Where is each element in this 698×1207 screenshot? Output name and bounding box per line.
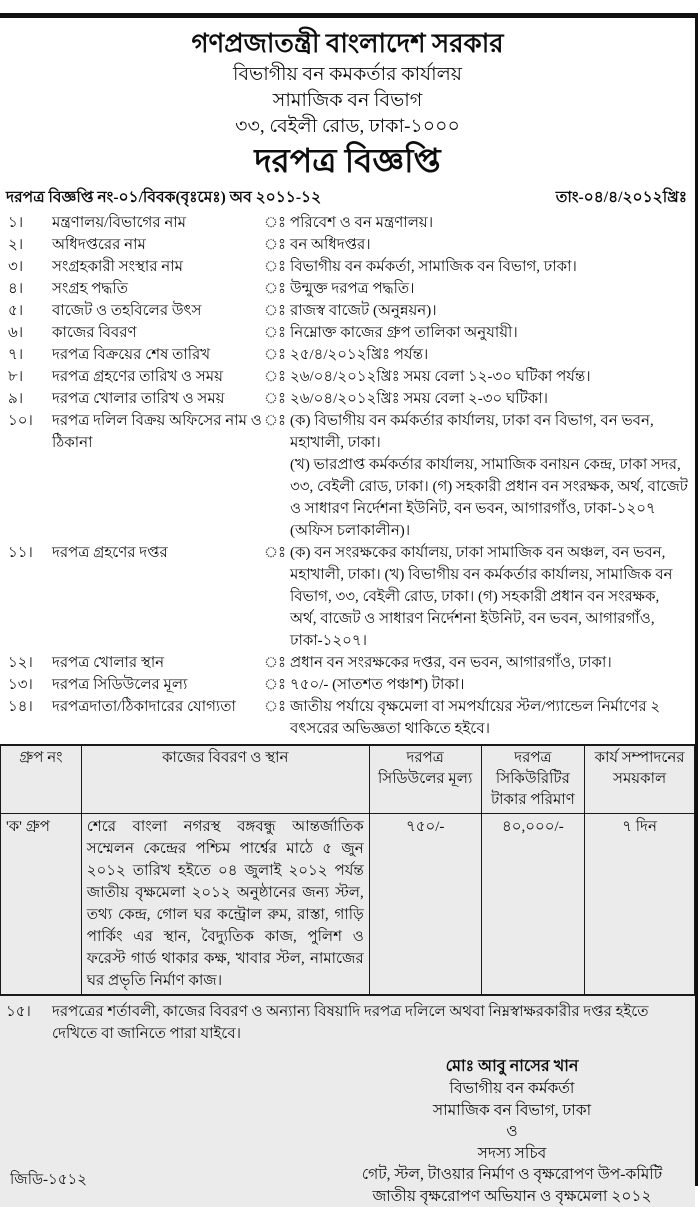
table-row <box>1 814 695 996</box>
item-colon: ঃ <box>264 234 290 256</box>
notice-item-13 <box>6 674 689 696</box>
gd-reference-number: জিডি-১৫১২ <box>10 1168 87 1193</box>
item-number: ১। <box>6 212 52 234</box>
item-value: বিভাগীয় বন কর্মকর্তা, সামাজিক বন বিভাগ, ঢাকা। <box>290 256 689 278</box>
notice-items <box>0 210 695 740</box>
item-label: কাজের বিবরণ <box>52 322 264 344</box>
item-value <box>290 410 689 542</box>
item-number: ১০। <box>6 410 52 432</box>
notice-page <box>0 13 698 1186</box>
item-value: জাতীয় পর্যায়ে বৃক্ষমেলা বা সমপর্যায়ের স্টল/প্যান্ডেল নির্মাণের ২ বৎসরের অভিজ্ঞতা থাকিতে হইবে। <box>290 696 689 740</box>
notice-item-3 <box>6 256 689 278</box>
item-value: প্রধান বন সংরক্ষকের দপ্তর, বন ভবন, আগারগাঁও, ঢাকা। <box>290 652 689 674</box>
item-number: ৫। <box>6 300 52 322</box>
signatory-committee: গেট, স্টল, টাওয়ার নির্মাণ ও বৃক্ষরোপণ উপ-কমিটি <box>337 1164 687 1186</box>
cell-group-no: 'ক' গ্রুপ <box>1 814 82 996</box>
item-value: রাজস্ব বাজেট (অনুন্নয়ন)। <box>290 300 689 322</box>
item-value: পরিবেশ ও বন মন্ত্রণালয়। <box>290 212 689 234</box>
item-label: দরপত্র বিক্রয়ের শেষ তারিখ <box>52 344 264 366</box>
item-colon: ঃ <box>264 344 290 366</box>
notice-item-5 <box>6 300 689 322</box>
item-number: ৬। <box>6 322 52 344</box>
item-label: দরপত্র গ্রহণের দপ্তর <box>52 542 264 564</box>
item-label: দরপত্র দলিল বিক্রয় অফিসের নাম ও ঠিকানা <box>52 410 264 454</box>
masthead <box>0 18 695 184</box>
item-value: ২৬/০৪/২০১২খ্রিঃ সময় বেলা ১২-৩০ ঘটিকা পর্যন্ত। <box>290 366 689 388</box>
item-number: ১১। <box>6 542 52 564</box>
item-colon: ঃ <box>264 212 290 234</box>
item-number: ৭। <box>6 344 52 366</box>
office-name: বিভাগীয় বন কমকর্তার কার্যালয় <box>0 62 695 88</box>
item-colon: ঃ <box>264 388 290 410</box>
notice-item-11 <box>6 542 689 652</box>
division-name: সামাজিক বন বিভাগ <box>0 88 695 114</box>
item-colon: ঃ <box>264 366 290 388</box>
notice-item-8 <box>6 366 689 388</box>
item-value: উন্মুক্ত দরপত্র পদ্ধতি। <box>290 278 689 300</box>
office-address: ৩৩, বেইলী রোড, ঢাকা-১০০০ <box>0 114 695 140</box>
signature-conjunction: ও <box>337 1121 687 1143</box>
cell-work-description: শেরে বাংলা নগরস্থ বঙ্গবন্ধু আন্তর্জাতিক সম্মেলন কেন্দ্রের পশ্চিম পার্শ্বের মাঠে ৫ জুন ২০১২ তারিখ হইতে ০৪ জুলাই ২০১২ পর্যন্ত জাতীয় বৃক্ষমেলা ২০১২ অনুষ্ঠানের জন্য স্টল, তথ্য কেন্দ্র, গোল ঘর কন্ট্রোল রুম, রাস্তা, গাড়ি পার্কিং এর স্থান, বৈদ্যুতিক কাজ, পুলিশ ও ফরেস্ট গার্ড থাকার কক্ষ, খাবার স্টল, নামাজের ঘর প্রভৃতি নির্মাণ কাজ। <box>81 814 369 996</box>
item-value: ২৬/০৪/২০১২খ্রিঃ সময় বেলা ২-৩০ ঘটিকা। <box>290 388 689 410</box>
item-colon: ঃ <box>264 300 290 322</box>
item-label: বাজেট ও তহবিলের উৎস <box>52 300 264 322</box>
item-label: সংগ্রহকারী সংস্থার নাম <box>52 256 264 278</box>
notice-item-7 <box>6 344 689 366</box>
notice-item-4 <box>6 278 689 300</box>
item-number: ৯। <box>6 388 52 410</box>
cell-security-amount: ৪০,০০০/- <box>481 814 585 996</box>
item-value: নিম্নোক্ত কাজের গ্রুপ তালিকা অনুযায়ী। <box>290 322 689 344</box>
item-number: ৩। <box>6 256 52 278</box>
notice-meta <box>0 184 695 210</box>
item-colon: ঃ <box>264 696 290 718</box>
notice-item-9 <box>6 388 689 410</box>
cell-duration: ৭ দিন <box>585 814 695 996</box>
item-colon: ঃ <box>264 652 290 674</box>
item-label: দরপত্র খোলার তারিখ ও সময় <box>52 388 264 410</box>
notice-date: তাং-০৪/৪/২০১২খ্রিঃ <box>556 186 687 210</box>
item-number: ১৫। <box>6 1001 52 1045</box>
column-header-group-no: গ্রুপ নং <box>1 745 82 814</box>
item-colon: ঃ <box>264 278 290 300</box>
lower-section <box>0 744 695 1207</box>
item-number: ৪। <box>6 278 52 300</box>
column-header-schedule-price: দরপত্র সিডিউলের মূল্য <box>369 745 481 814</box>
item-number: ১২। <box>6 652 52 674</box>
signatory-designation: বিভাগীয় বন কর্মকর্তা <box>337 1078 687 1100</box>
item-colon: ঃ <box>264 542 290 564</box>
item-label: দরপত্রদাতা/ঠিকাদারের যোগ্যতা <box>52 696 264 718</box>
page-title: দরপত্র বিজ্ঞপ্তি <box>0 140 695 184</box>
notice-item-1 <box>6 212 689 234</box>
table-header-row <box>1 745 695 814</box>
item-number: ১৪। <box>6 696 52 718</box>
notice-item-2 <box>6 234 689 256</box>
item-value: দরপত্রের শর্তাবলী, কাজের বিবরণ ও অন্যান্য বিষয়াদি দরপত্র দলিলে অথবা নিম্নস্বাক্ষরকারীর দপ্তর হইতে দেখিতে বা জানিতে পারা যাইবে। <box>52 1001 687 1045</box>
item-value: (ক) বন সংরক্ষকের কার্যালয়, ঢাকা সামাজিক বন অঞ্চল, বন ভবন, মহাখালী, ঢাকা। (খ) বিভাগীয় বন কর্মকর্তার কার্যালয়, সামাজিক বন বিভাগ, ৩৩, বেইলী রোড, ঢাকা। (গ) সহকারী প্রধান বন সংরক্ষক, অর্থ, বাজেট ও সাধারণ নির্দেশনা ইউনিট, বন ভবন, আগারগাঁও, ঢাকা-১২০৭। <box>290 542 689 652</box>
signatory-division: সামাজিক বন বিভাগ, ঢাকা <box>337 1100 687 1122</box>
signature-block <box>337 1055 687 1207</box>
item-colon: ঃ <box>264 322 290 344</box>
item-label: অধিদপ্তরের নাম <box>52 234 264 256</box>
item-colon: ঃ <box>264 256 290 278</box>
notice-item-14 <box>6 696 689 740</box>
item-label: দরপত্র খোলার স্থান <box>52 652 264 674</box>
item-value: ৭৫০/- (সাতশত পঞ্চাশ) টাকা। <box>290 674 689 696</box>
item-label: দরপত্র গ্রহণের তারিখ ও সময় <box>52 366 264 388</box>
item-number: ১৩। <box>6 674 52 696</box>
item-value-paragraph-a: (ক) বিভাগীয় বন কর্মকর্তার কার্যালয়, ঢাকা বন বিভাগ, বন ভবন, মহাখালী, ঢাকা। <box>290 410 689 454</box>
item-colon: ঃ <box>264 410 290 432</box>
column-header-work-description: কাজের বিবরণ ও স্থান <box>81 745 369 814</box>
item-label: দরপত্র সিডিউলের মূল্য <box>52 674 264 696</box>
item-label: সংগ্রহ পদ্ধতি <box>52 278 264 300</box>
item-value-paragraph-b: (খ) ভারপ্রাপ্ত কর্মকর্তার কার্যালয়, সামাজিক বনায়ন কেন্দ্র, ঢাকা সদর, ৩৩, বেইলী রোড, ঢাকা। (গ) সহকারী প্রধান বন সংরক্ষক, অর্থ, বাজেট ও সাধারণ নির্দেশনা ইউনিট, বন ভবন, আগারগাঁও, ঢাকা-১২০৭ (অফিস চলাকালীন)। <box>290 454 689 542</box>
item-value: ২৫/৪/২০১২খ্রিঃ পর্যন্ত। <box>290 344 689 366</box>
notice-item-12 <box>6 652 689 674</box>
item-label: মন্ত্রণালয়/বিভাগের নাম <box>52 212 264 234</box>
item-number: ২। <box>6 234 52 256</box>
signatory-role: সদস্য সচিব <box>337 1143 687 1165</box>
item-colon: ঃ <box>264 674 290 696</box>
government-name: গণপ্রজাতন্ত্রী বাংলাদেশ সরকার <box>0 26 695 62</box>
notice-item-6 <box>6 322 689 344</box>
cell-schedule-price: ৭৫০/- <box>369 814 481 996</box>
notice-item-15 <box>0 996 695 1045</box>
column-header-security-amount: দরপত্র সিকিউরিটির টাকার পরিমাণ <box>481 745 585 814</box>
notice-item-10 <box>6 410 689 542</box>
signatory-name: মোঃ আবু নাসের খান <box>337 1055 687 1078</box>
work-group-table <box>0 744 695 996</box>
item-value: বন অধিদপ্তর। <box>290 234 689 256</box>
column-header-duration: কার্য সম্পাদনের সময়কাল <box>585 745 695 814</box>
signatory-campaign: জাতীয় বৃক্ষরোপণ অভিযান ও বৃক্ষমেলা ২০১২ <box>337 1186 687 1207</box>
notice-number: দরপত্র বিজ্ঞপ্তি নং-০১/বিবক(বৃঃমেঃ) অব ২০১১-১২ <box>6 186 321 210</box>
item-number: ৮। <box>6 366 52 388</box>
